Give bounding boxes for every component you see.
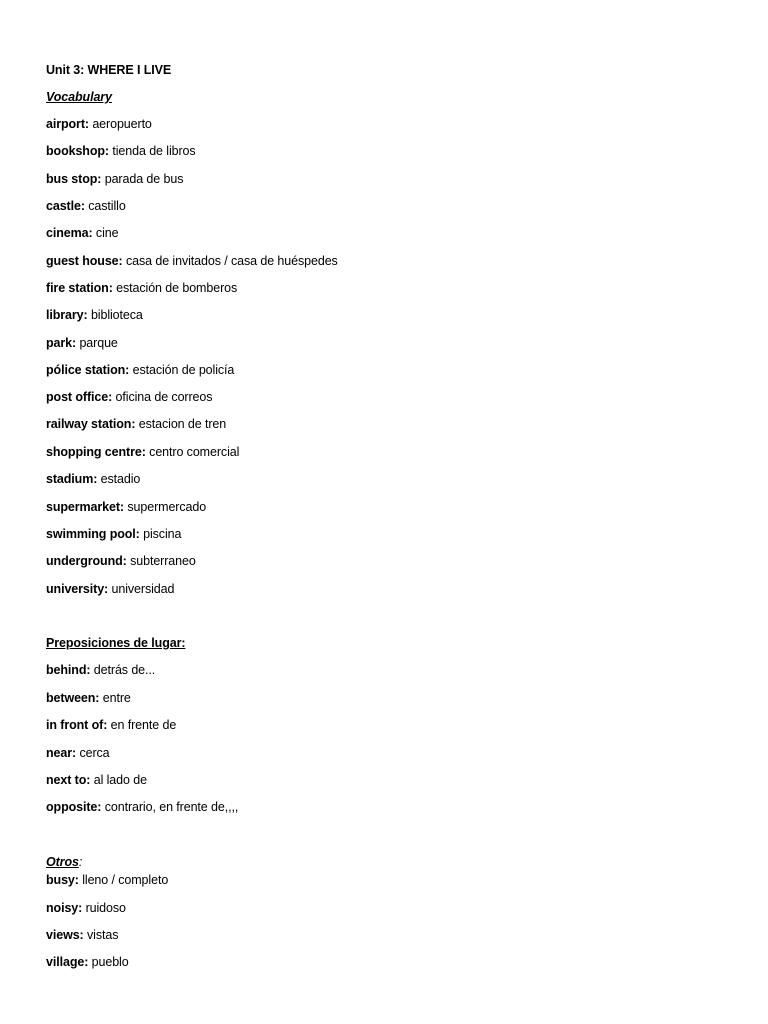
entry-meaning: estación de bomberos (112, 281, 238, 295)
other-entry (46, 872, 168, 888)
entry-term: next to: (46, 773, 91, 787)
entry-meaning: biblioteca (87, 308, 143, 322)
entry-meaning: parada de bus (101, 172, 184, 186)
entry-term: post office: (46, 390, 113, 404)
entry-meaning: aeropuerto (88, 117, 152, 131)
section-heading-otros-line (46, 854, 82, 870)
vocab-entry (46, 471, 140, 487)
entry-meaning: subterraneo (126, 554, 196, 568)
vocab-entry (46, 553, 196, 569)
entry-term: pólice station: (46, 363, 130, 377)
entry-meaning: parque (76, 336, 118, 350)
other-entry (46, 954, 129, 970)
entry-meaning: pueblo (88, 955, 129, 969)
entry-term: airport: (46, 117, 89, 131)
preposition-entry (46, 662, 155, 678)
vocab-entry (46, 581, 174, 597)
vocab-entry (46, 499, 206, 515)
entry-term: behind: (46, 663, 91, 677)
entry-term: views: (46, 928, 84, 942)
entry-meaning: universidad (108, 582, 175, 596)
vocab-entry (46, 307, 143, 323)
entry-meaning: tienda de libros (108, 144, 196, 158)
other-entry (46, 927, 118, 943)
entry-term: castle: (46, 199, 85, 213)
section-heading-vocabulary: Vocabulary (46, 90, 112, 104)
entry-term: stadium: (46, 472, 98, 486)
entry-term: opposite: (46, 800, 102, 814)
vocab-entry (46, 171, 183, 187)
entry-meaning: centro comercial (145, 445, 240, 459)
preposition-entry (46, 690, 131, 706)
entry-meaning: vistas (83, 928, 119, 942)
vocab-entry (46, 198, 126, 214)
entry-meaning: casa de invitados / casa de huéspedes (122, 254, 338, 268)
preposition-entry (46, 745, 110, 761)
other-entry (46, 900, 126, 916)
preposition-entry (46, 772, 147, 788)
entry-meaning: estadio (97, 472, 141, 486)
vocab-entry (46, 444, 239, 460)
entry-term: village: (46, 955, 89, 969)
entry-term: park: (46, 336, 77, 350)
vocab-entry (46, 416, 226, 432)
vocab-entry (46, 280, 237, 296)
entry-meaning: piscina (139, 527, 182, 541)
entry-term: noisy: (46, 901, 83, 915)
vocab-entry (46, 116, 152, 132)
entry-meaning: estación de policía (129, 363, 235, 377)
section-heading-preposiciones: Preposiciones de lugar: (46, 636, 186, 650)
entry-term: railway station: (46, 417, 136, 431)
entry-term: supermarket: (46, 500, 124, 514)
entry-term: cinema: (46, 226, 93, 240)
entry-term: guest house: (46, 254, 123, 268)
entry-term: between: (46, 691, 100, 705)
entry-term: shopping centre: (46, 445, 146, 459)
vocab-entry (46, 362, 234, 378)
vocab-entry (46, 389, 212, 405)
entry-meaning: en frente de (107, 718, 177, 732)
entry-term: bookshop: (46, 144, 109, 158)
preposition-entry (46, 799, 238, 815)
entry-meaning: castillo (84, 199, 126, 213)
entry-meaning: supermercado (124, 500, 207, 514)
heading-colon: : (78, 855, 83, 869)
entry-term: underground: (46, 554, 127, 568)
entry-meaning: entre (99, 691, 131, 705)
entry-meaning: lleno / completo (78, 873, 169, 887)
preposition-entry (46, 717, 176, 733)
vocab-entry (46, 143, 196, 159)
entry-meaning: detrás de... (90, 663, 156, 677)
entry-term: fire station: (46, 281, 113, 295)
entry-term: swimming pool: (46, 527, 140, 541)
vocab-entry (46, 526, 181, 542)
entry-meaning: oficina de correos (112, 390, 213, 404)
entry-term: bus stop: (46, 172, 102, 186)
section-heading-otros: Otros (46, 855, 79, 869)
vocab-entry (46, 253, 338, 269)
page-title: Unit 3: WHERE I LIVE (46, 63, 172, 77)
entry-meaning: cine (92, 226, 119, 240)
entry-meaning: cerca (76, 746, 110, 760)
vocab-entry (46, 335, 118, 351)
entry-meaning: al lado de (90, 773, 147, 787)
entry-term: in front of: (46, 718, 108, 732)
entry-term: busy: (46, 873, 79, 887)
entry-term: university: (46, 582, 109, 596)
entry-meaning: contrario, en frente de,,,, (101, 800, 239, 814)
entry-term: near: (46, 746, 77, 760)
entry-meaning: ruidoso (82, 901, 126, 915)
entry-meaning: estacion de tren (135, 417, 227, 431)
vocab-entry (46, 225, 118, 241)
entry-term: library: (46, 308, 88, 322)
